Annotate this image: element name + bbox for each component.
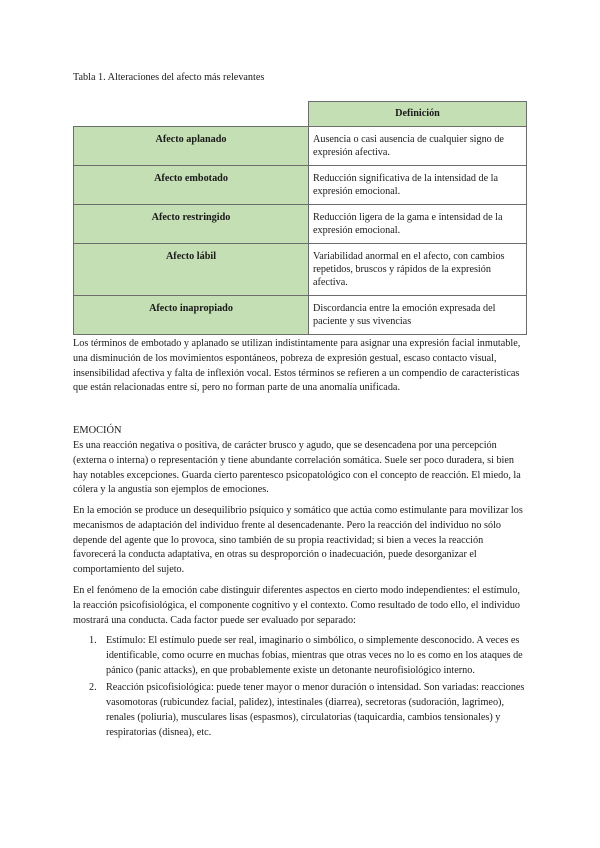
list-item	[73, 681, 527, 740]
table-cell-term: Afecto aplanado	[74, 127, 309, 166]
factors-list	[73, 634, 527, 741]
table-header-definition: Definición	[309, 102, 527, 127]
table-cell-term: Afecto inapropiado	[74, 296, 309, 335]
list-item-text: Reacción psicofisiológica: puede tener mayor o menor duración o intensidad. Son variadas: reacciones vasomotoras (rubicundez facial, palidez), intestinales (diarrea), secretoras (sudoración, lagrimeo), renales (poliuria), musculares lisas (espasmos), circulatorias (taquicardia, cambios tensionales) y respiratorias (disnea), etc.	[106, 682, 525, 738]
table-header-empty-cell	[74, 102, 309, 127]
table-cell-definition: Reducción ligera de la gama e intensidad de la expresión emocional.	[309, 205, 527, 244]
affect-table	[73, 101, 527, 335]
table-cell-definition: Reducción significativa de la intensidad de la expresión emocional.	[309, 166, 527, 205]
list-item-number: 1.	[89, 635, 97, 646]
table-cell-term: Afecto restringido	[74, 205, 309, 244]
table-caption: Tabla 1. Alteraciones del afecto más relevantes	[73, 72, 265, 83]
table-row	[74, 244, 527, 296]
table-row	[74, 205, 527, 244]
paragraph-emotion-aspects: En el fenómeno de la emoción cabe distinguir diferentes aspectos en cierto modo independientes: el estímulo, la reacción psicofisiológica, el componente cognitivo y el contexto. Como resultado de todo ello, el individuo mostrará una conducta. Cada factor puede ser evaluado por separado:	[73, 585, 521, 626]
section-heading-emotion: EMOCIÓN	[73, 425, 122, 436]
table-cell-term: Afecto embotado	[74, 166, 309, 205]
table-cell-term: Afecto lábil	[74, 244, 309, 296]
paragraph-terms: Los términos de embotado y aplanado se utilizan indistintamente para asignar una expresión facial inmutable, una disminución de los movimientos espontáneos, pobreza de expresión gestual, escaso contacto visual, insensibilidad afectiva y falta de inflexión vocal. Estos términos se refieren a un compendio de características que están relacionadas entre sí, pero no forman parte de una anomalía unificada.	[73, 338, 521, 394]
table-cell-definition: Variabilidad anormal en el afecto, con cambios repetidos, bruscos y rápidos de la expresión afectiva.	[309, 244, 527, 296]
table-row	[74, 127, 527, 166]
table-row	[74, 166, 527, 205]
table-header-row	[74, 102, 527, 127]
table-row	[74, 296, 527, 335]
list-item-text: Estímulo: El estímulo puede ser real, imaginario o simbólico, o simplemente desconocido. A veces es identificable, como ocurre en muchas fobias, mientras que otras veces no lo es como en los ataques de pánico (panic attacks), en que probablemente existe un detonante neurofisiológico interno.	[106, 635, 523, 676]
table-cell-definition: Ausencia o casi ausencia de cualquier signo de expresión afectiva.	[309, 127, 527, 166]
list-item-number: 2.	[89, 682, 97, 694]
paragraph-emotion-imbalance: En la emoción se produce un desequilibrio psíquico y somático que actúa como estimulante para movilizar los mecanismos de adaptación del individuo frente al desencadenante. Pero la reacción del individuo no sólo depende del agente que lo provoca, sino también de su propia reactividad; si bien a veces la reacción favorecerá la conducta adaptativa, en otras su desproporción o inadecuación, puede desorganizar el comportamiento del sujeto.	[73, 505, 523, 576]
list-item	[73, 634, 527, 678]
paragraph-emotion-definition: Es una reacción negativa o positiva, de carácter brusco y agudo, que se desencadena por una percepción (externa o interna) o representación y tiene abundante correlación somática. Suele ser poco duradera, si bien hay notables excepciones. Guarda cierto parentesco psicopatológico con el concepto de reacción. El miedo, la cólera y la angustia son ejemplos de emociones.	[73, 440, 521, 496]
table-cell-definition: Discordancia entre la emoción expresada del paciente y sus vivencias	[309, 296, 527, 335]
